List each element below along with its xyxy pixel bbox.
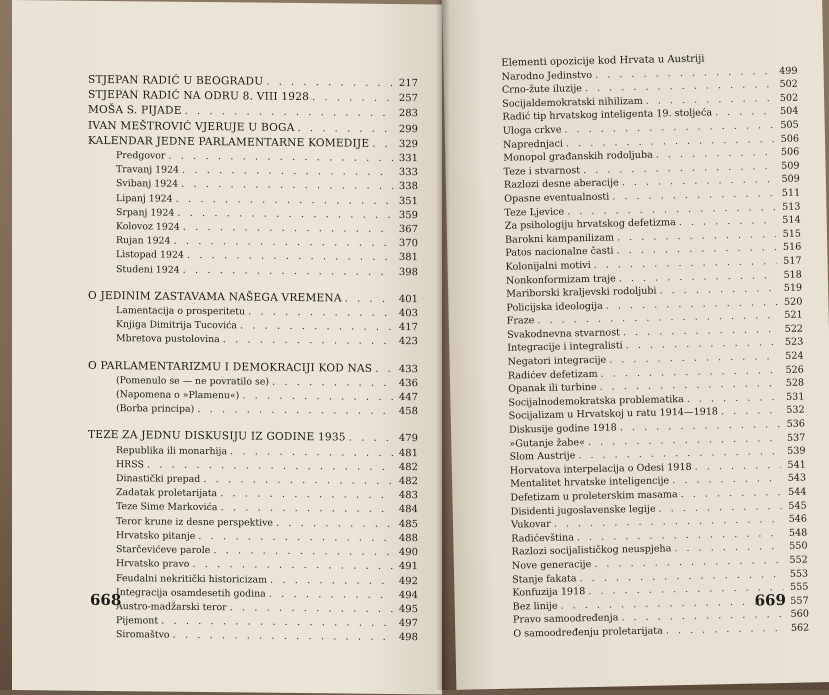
toc-entry-title: Fraze (506, 315, 535, 327)
toc-entry-title: Crno-žute iluzije (501, 83, 583, 96)
toc-entry-title: Predgovor (116, 150, 166, 162)
toc-entry-page: 546 (788, 513, 808, 526)
toc-entry-title: Horvatova interpelacija o Odesi 1918 (509, 461, 692, 477)
toc-entry-page: 482 (398, 461, 418, 474)
toc-entry-title: Nonkonformizam traje (505, 272, 616, 287)
toc-entry-page: 502 (779, 92, 799, 104)
toc-entry-page: 333 (398, 167, 418, 179)
toc-entry-title: (Borba principa) (116, 403, 195, 416)
toc-entry-title: Siromaštvo (116, 629, 170, 641)
toc-entry-page: 351 (398, 195, 418, 207)
toc-entry-title: Knjiga Dimitrija Tucovića (116, 319, 237, 332)
toc-entry-title: Za psihologiju hrvatskog defetizma (504, 217, 676, 232)
toc-entry-title: Rujan 1924 (116, 235, 171, 247)
dot-leader (242, 389, 393, 405)
toc-entry-title: Teze Ljevice (504, 206, 565, 219)
toc-entry-title: Austro-madžarski teror (116, 600, 227, 614)
toc-entry-title: Socijalnodemokratska problematika (508, 393, 684, 409)
toc-entry-title: Vukovar (510, 519, 551, 531)
toc-entry-title: Razlozi desne aberacije (503, 177, 619, 192)
toc-entry-page: 370 (398, 238, 418, 250)
toc-entry-page: 552 (789, 554, 808, 566)
toc-entry-title: Socijalizam u Hrvatskoj u ratu 1914—1918 (508, 406, 719, 423)
toc-heading-title: Elementi opozicije kod Hrvata u Austriji (501, 53, 705, 69)
toc-entry-title: Barokni kampanilizam (504, 232, 615, 246)
toc-entry-title: TEZE ZA JEDNU DISKUSIJU IZ GODINE 1935 (88, 429, 346, 444)
toc-entry-title: STJEPAN RADIĆ U BEOGRADU (88, 73, 264, 88)
toc-entry-page: 557 (790, 595, 809, 607)
toc-entry-page: 532 (786, 404, 805, 417)
toc-entry-title: Republika ili monarhija (116, 444, 228, 457)
toc-entry-page: 479 (398, 433, 418, 445)
toc-entry (88, 332, 418, 350)
toc-entry-title: (Napomena o »Plamenu«) (116, 389, 240, 402)
right-table-of-contents (501, 51, 809, 642)
toc-entry-page: 367 (398, 224, 418, 236)
toc-entry-page: 481 (398, 447, 418, 459)
toc-entry-page: 403 (398, 308, 418, 320)
toc-entry-page: 524 (785, 350, 804, 362)
toc-entry-title: Mariborski kraljevski rodoljubi (506, 285, 657, 300)
toc-entry-title: Lipanj 1924 (116, 192, 173, 205)
toc-entry-page: 521 (784, 309, 803, 322)
toc-entry-title: Radić tip hrvatskog inteligenta 19. stoljeća (502, 107, 713, 124)
toc-entry-title: »Gutanje žabe« (509, 436, 586, 450)
toc-entry-title: Pravo samoodređenja (512, 612, 619, 626)
toc-entry-title: (Pomenulo se — ne povratilo se) (116, 374, 270, 388)
toc-entry-page: 359 (398, 209, 418, 222)
left-table-of-contents (88, 73, 418, 646)
toc-entry-title: Konfuzija 1918 (512, 586, 586, 599)
toc-entry-title: Slom Austrije (509, 450, 576, 463)
toc-entry-page: 482 (398, 476, 418, 488)
toc-entry-page: 560 (790, 608, 810, 621)
toc-entry-title: Mentalitet hrvatske inteligencije (510, 475, 670, 491)
toc-entry-title: Hrvatsko pitanje (116, 529, 196, 542)
toc-entry-title: Mbretova pustolovina (116, 333, 220, 346)
toc-entry-title: Starčevićeve parole (116, 544, 211, 557)
toc-entry-page: 544 (787, 486, 807, 498)
toc-entry-title: Socijaldemokratski nihilizam (502, 95, 643, 110)
toc-entry (88, 628, 418, 646)
toc-entry-page: 553 (789, 568, 809, 580)
toc-entry-title: Diskusije godine 1918 (508, 422, 617, 436)
toc-entry-page: 555 (789, 581, 809, 593)
toc-entry-title: Teze i stvarnost (503, 164, 581, 178)
dot-leader (197, 403, 393, 419)
toc-entry (88, 262, 418, 280)
toc-entry-page: 283 (398, 108, 418, 120)
toc-entry-title: HRSS (116, 458, 144, 471)
toc-entry-title: MOŠA S. PIJADE (88, 104, 182, 118)
toc-entry-page: 329 (398, 138, 418, 151)
toc-entry-page: 491 (398, 561, 418, 573)
toc-entry-page: 522 (784, 323, 804, 335)
toc-entry-page: 523 (784, 336, 804, 349)
toc-entry-page: 458 (398, 406, 418, 418)
toc-entry-title: Bez linije (512, 600, 558, 613)
toc-entry-page: 539 (787, 445, 806, 458)
toc-entry-page: 417 (398, 322, 418, 334)
toc-entry-title: Narodno Jedinstvo (501, 69, 593, 83)
toc-entry-page: 433 (398, 363, 418, 375)
toc-entry-title: STJEPAN RADIĆ NA ODRU 8. VIII 1928 (88, 88, 310, 104)
toc-entry-page: 537 (786, 432, 806, 444)
toc-entry-title: Negatori integracije (507, 354, 607, 368)
toc-entry-title: Travanj 1924 (116, 164, 179, 176)
toc-entry-title: Opanak ili turbine (508, 382, 597, 395)
dot-leader (312, 91, 393, 106)
toc-entry-title: Kolovoz 1924 (116, 221, 180, 233)
toc-entry-title: O JEDINIM ZASTAVAMA NAŠEGA VREMENA (88, 289, 342, 305)
toc-entry-title: Razlozi socijalističkog neuspjeha (511, 543, 672, 559)
toc-entry-page: 543 (787, 472, 807, 485)
toc-entry-page: 483 (398, 490, 418, 502)
toc-entry-page: 338 (398, 181, 418, 193)
toc-entry-page: 485 (398, 518, 418, 530)
toc-entry-page: 436 (398, 377, 418, 390)
toc-entry-page: 257 (398, 93, 418, 105)
toc-entry-page: 505 (780, 119, 799, 131)
toc-entry-page: 423 (398, 336, 418, 348)
toc-entry-title: O samoodređenju proletarijata (513, 625, 663, 640)
toc-entry-title: Opasne eventualnosti (504, 191, 610, 205)
toc-entry-title: Teze Sime Markovića (116, 501, 218, 514)
toc-entry-page: 299 (398, 123, 418, 135)
toc-entry-title: Svakodnevna stvarnost (506, 327, 621, 341)
toc-entry-page: 509 (781, 173, 800, 186)
dot-leader (375, 362, 393, 376)
toc-entry-page: 509 (781, 160, 800, 172)
dot-leader (266, 76, 393, 92)
toc-entry-page: 520 (783, 296, 803, 308)
dot-leader (270, 573, 393, 588)
toc-entry-page: 381 (398, 252, 418, 264)
toc-entry-title: Hrvatsko pravo (116, 558, 190, 571)
toc-entry-title: IVAN MEŠTROVIĆ VJERUJE U BOGA (88, 119, 295, 134)
toc-entry-title: Disidenti jugoslavenske legije (510, 503, 656, 518)
toc-entry-page: 492 (398, 575, 418, 587)
dot-leader (372, 138, 393, 152)
toc-entry-title: Teror krune iz desne perspektive (116, 515, 273, 529)
toc-entry-title: Svibanj 1924 (116, 178, 179, 191)
toc-entry-page: 515 (782, 228, 802, 240)
dot-leader (183, 263, 393, 279)
toc-entry-title: Kolonijalni motivi (505, 259, 591, 273)
toc-entry-page: 499 (779, 65, 798, 77)
toc-entry-title: Studeni 1924 (116, 263, 180, 276)
toc-entry-page: 541 (787, 459, 806, 471)
toc-entry-page: 484 (398, 504, 418, 516)
toc-entry-page: 502 (779, 78, 798, 91)
toc-entry-page: 562 (790, 622, 810, 634)
toc-entry-title: Listopad 1924 (116, 249, 184, 262)
toc-entry-page: 517 (783, 255, 802, 267)
toc-entry-page: 511 (781, 187, 801, 199)
dot-leader (272, 376, 393, 391)
toc-entry-title: Pijemont (116, 615, 159, 627)
book-gutter (436, 0, 450, 690)
dot-leader (666, 622, 785, 638)
dot-leader (715, 105, 774, 120)
dot-leader (240, 320, 393, 336)
toc-entry-page: 536 (786, 418, 806, 430)
toc-entry-page: 518 (783, 269, 802, 281)
toc-entry-page: 447 (398, 392, 418, 404)
toc-entry-page: 531 (785, 391, 805, 403)
toc-entry-title: Stanje fakata (512, 572, 577, 586)
toc-entry-title: Zadatak proletarijata (116, 487, 218, 500)
left-page-number: 668 (90, 590, 122, 610)
toc-entry-title: Uloga crkve (502, 124, 562, 137)
dot-leader (721, 404, 780, 419)
toc-entry-title: Lamentacija o prosperitetu (116, 305, 246, 318)
toc-entry-page: 217 (398, 78, 418, 90)
toc-entry-title: Policijska ideologija (506, 300, 603, 314)
toc-entry (88, 402, 418, 420)
toc-entry-page: 495 (398, 603, 418, 616)
toc-entry-page: 494 (398, 589, 418, 601)
right-page-number: 669 (754, 590, 787, 610)
toc-entry-page: 488 (398, 532, 418, 545)
toc-entry-title: Nove generacije (511, 558, 592, 572)
left-page (12, 0, 442, 695)
toc-entry-page: 545 (788, 500, 807, 512)
toc-entry-page: 401 (398, 293, 418, 306)
dot-leader (349, 432, 393, 447)
toc-entry-page: 516 (782, 241, 802, 254)
toc-entry-page: 548 (788, 527, 808, 539)
toc-entry-title: Integracija osamdesetih godina (116, 586, 266, 600)
toc-entry-page: 331 (398, 153, 418, 165)
toc-entry-title: Dinastički prepad (116, 473, 201, 486)
toc-entry-title: Defetizam u proleterskim masama (510, 489, 678, 504)
toc-entry-title: Srpanj 1924 (116, 206, 175, 219)
dot-leader (269, 587, 393, 603)
dot-leader (173, 629, 393, 646)
toc-entry-title: Feudalni nekritički historicizam (116, 572, 268, 586)
toc-entry-page: 506 (780, 133, 800, 145)
toc-entry-title: O PARLAMENTARIZMU I DEMOKRACIJI KOD NAS (88, 359, 373, 375)
toc-entry-page: 550 (789, 540, 808, 553)
dot-leader (345, 292, 393, 307)
toc-entry-title: Naprednjaci (502, 138, 564, 151)
right-page (442, 0, 829, 690)
toc-entry-page: 497 (398, 618, 418, 630)
dot-leader (276, 516, 393, 531)
toc-entry-page: 504 (779, 105, 799, 118)
dot-leader (248, 306, 393, 322)
toc-entry-page: 498 (398, 632, 418, 644)
toc-entry-title: Integracije i integralisti (507, 340, 623, 355)
toc-entry-title: Radićev defetizam (507, 368, 598, 382)
toc-entry-page: 528 (785, 377, 805, 390)
toc-entry-title: Monopol građanskih rodoljuba (503, 149, 653, 164)
toc-entry-page: 398 (398, 266, 418, 278)
toc-entry-title: Radićevština (511, 532, 574, 545)
dot-leader (223, 334, 393, 350)
toc-entry-page: 514 (782, 214, 801, 227)
toc-entry-title: KALENDAR JEDNE PARLAMENTARNE KOMEDIJE (88, 134, 370, 150)
toc-entry-page: 519 (783, 282, 803, 294)
dot-leader (298, 122, 393, 137)
toc-entry-page: 506 (780, 146, 800, 159)
toc-entry-page: 490 (398, 547, 418, 559)
toc-entry-page: 513 (781, 201, 801, 213)
toc-entry-title: Patos nacionalne časti (505, 245, 614, 260)
toc-entry-page: 526 (785, 364, 804, 376)
